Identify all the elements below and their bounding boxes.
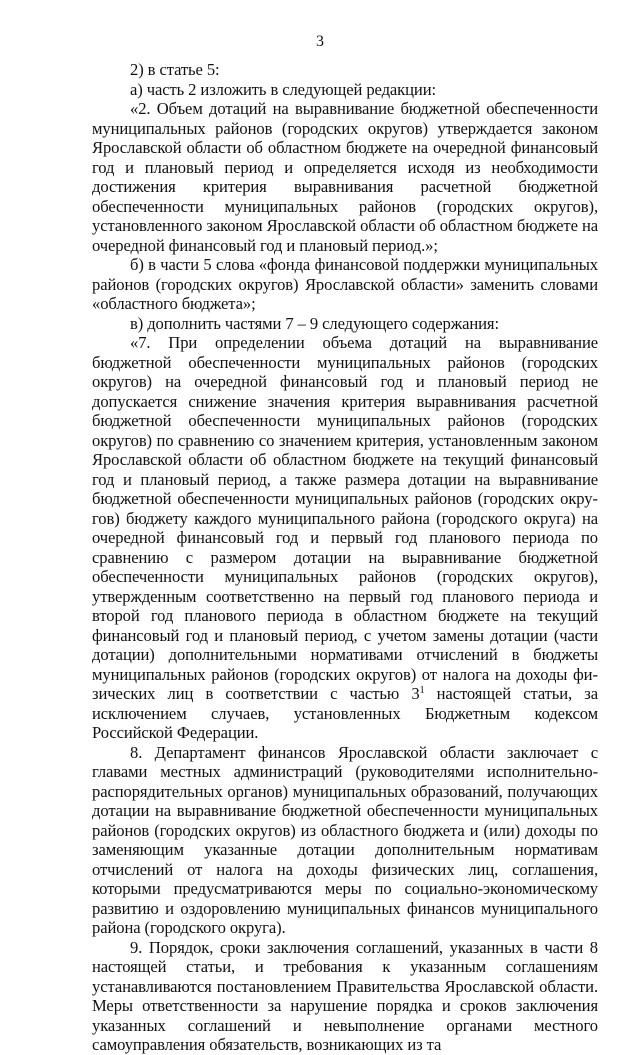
paragraph-part-7-tail: настоящей статьи, за исключением случаев, установленных Бюджетным кодексом Российской Федерации. [92,684,598,742]
paragraph-part-2: «2. Объем дотаций на выравнивание бюджетной обеспеченности муниципальных районов (городских округов) утверждается законом Ярославской области об областном бюджете на очередной финансовый год и плановый период и определяется исходя из необходимости достижения критерия выравнивания расчетной бюджетной обеспеченности муниципальных районов (городских округов), установленного законом Ярославской области об областном бюджете на очередной финансовый год и плановый период.»; [92,99,598,255]
paragraph-item-a: а) часть 2 изложить в следующей редакции: [130,79,436,99]
paragraph-item-c: в) дополнить частями 7 – 9 следующего содержания: [130,313,499,333]
paragraph-article-5: 2) в статье 5: [130,60,220,79]
page-number: 3 [316,33,324,50]
paragraph-part-8: 8. Департамент финансов Ярославской области заключает с главами местных администраций (руководителями исполнительно-распорядительных органов) муниципальных образований, получающих дотации на выравнивание бюджетной обеспеченности муниципальных районов (городских округов) из областного бюджета и (или) доходы по заменяющим указанные дотации дополнительным нормативам отчислений от налога на доходы физических лиц, соглашения, которыми предусматриваются меры по социально-экономическому развитию и оздоровлению муниципальных финансов муниципального района (городского округа). [92,742,598,937]
paragraph-part-7-text: «7. При определении объема дотаций на выравнивание бюджетной обеспеченности муниципальных районов (городских округов) на очередной финансовый год и плановый период не допускается снижение значения критерия выравнивания расчетной бюджетной обеспеченности муниципальных районов (городских округов) по сравнению со значением критерия, установленным законом Ярославской области об областном бюджете на текущий финансовый год и плановый период, а также размера дотации на выравнивание бюджетной обеспеченности муниципальных районов (городских округов) бюджету каждого муниципального района (городского округа) на очередной финансовый год и первый год планового периода по сравнению с размером дотации на выравнивание бюджетной обеспеченности муниципальных районов (городских округов), утвержденным соответственно на первый год планового периода и второй год планового периода в областном бюджете на текущий финансовый год и плановый период, с учетом замены дотации (части дотации) дополнительными нормативами отчислений в бюджеты муниципальных районов (городских округов) от налога на доходы физических лиц в соответствии с частью 3 [92,333,598,703]
paragraph-part-7 [92,333,598,743]
document-body [92,60,598,1055]
paragraph-item-b: б) в части 5 слова «фонда финансовой поддержки муниципальных районов (городских округов) Ярославской области» заменить словами «областного бюджета»; [92,255,598,313]
paragraph-part-9: 9. Порядок, сроки заключения соглашений, указанных в части 8 настоящей статьи, и требования к указанным соглашениям устанавливаются постановлением Правительства Ярославской области. Меры ответственности за нарушение порядка и сроков заключения указанных соглашений и невыполнение органами местного самоуправления обязательств, возникающих из та [92,937,598,1054]
superscript-mark: 1 [419,685,425,696]
